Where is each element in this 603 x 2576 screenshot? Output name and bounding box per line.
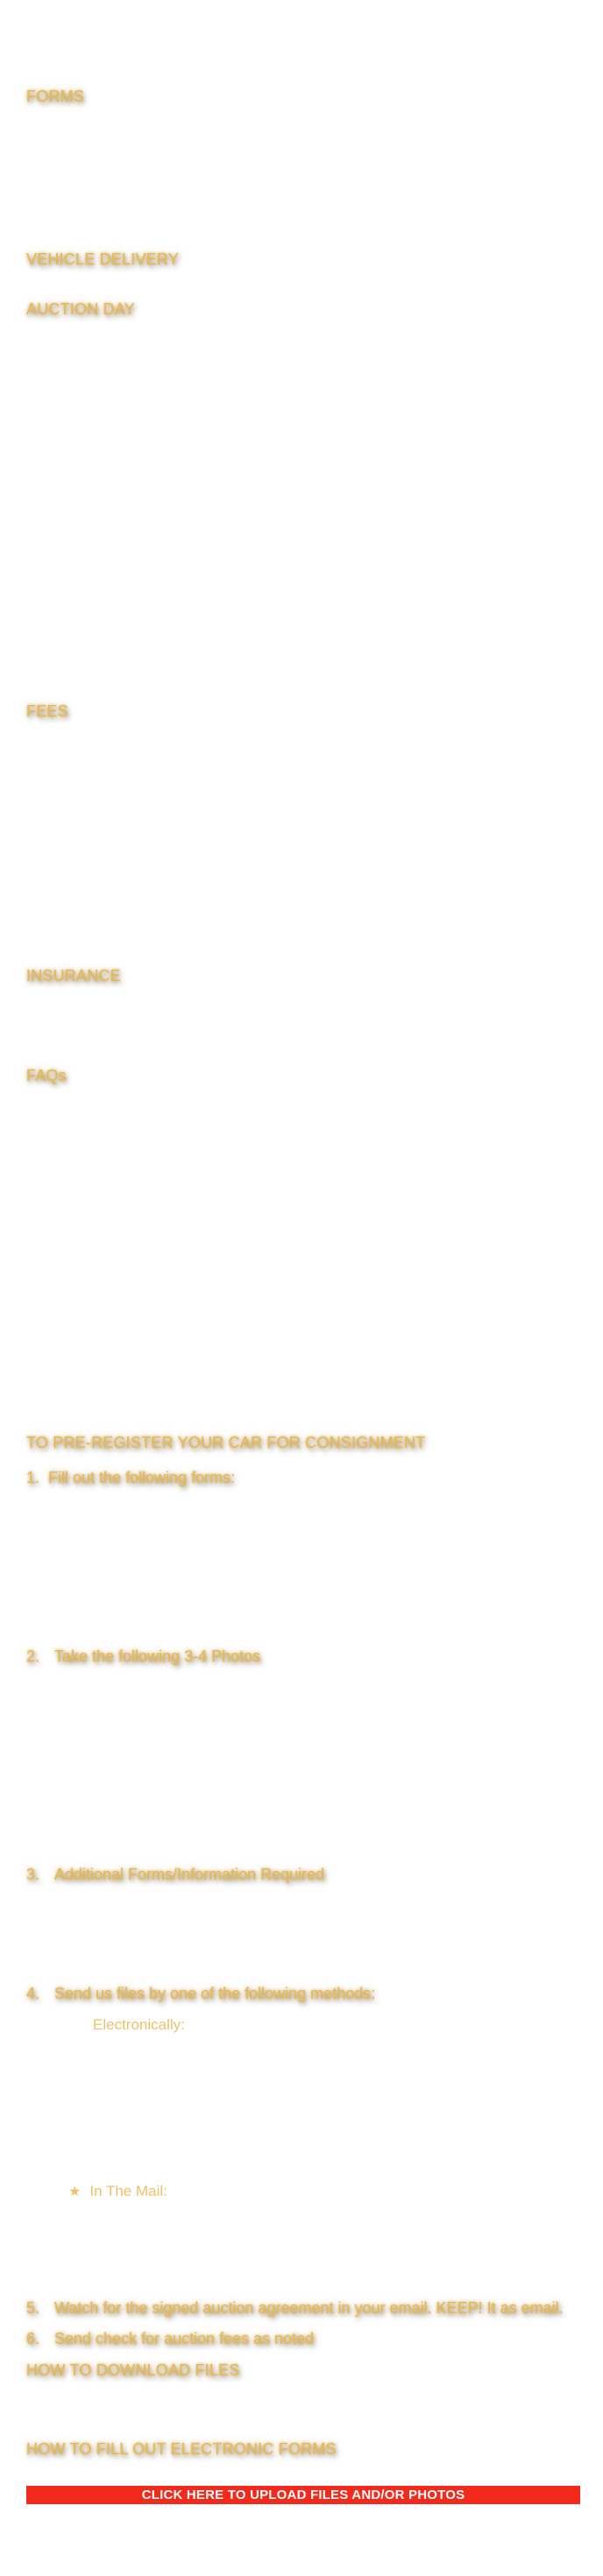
step-3 xyxy=(26,1866,39,1884)
forms-heading[interactable]: FORMS xyxy=(26,88,84,105)
step-6-text: Send check for auction fees as noted xyxy=(54,2330,315,2347)
method-mail-label: In The Mail: xyxy=(89,2183,167,2199)
step-1-number: 1. xyxy=(26,1469,40,1486)
step-2-text: Take the following 3-4 Photos xyxy=(54,1648,261,1665)
step-6 xyxy=(26,2330,39,2348)
step-1-text: Fill out the following forms: xyxy=(48,1469,236,1486)
pre-register-heading: TO PRE-REGISTER YOUR CAR FOR CONSIGNMENT xyxy=(26,1434,426,1451)
step-5 xyxy=(26,2299,39,2318)
faq-heading[interactable]: FAQs xyxy=(26,1067,67,1084)
step-4 xyxy=(26,1985,39,2003)
step-5-number: 5. xyxy=(26,2299,40,2317)
fees-heading[interactable]: FEES xyxy=(26,702,68,720)
step-4-number: 4. xyxy=(26,1985,40,2002)
method-electronically: Electronically: xyxy=(93,2016,185,2033)
step-3-text: Additional Forms/Information Required xyxy=(54,1866,325,1883)
step-2-number: 2. xyxy=(26,1648,40,1665)
insurance-heading[interactable]: INSURANCE xyxy=(26,967,121,985)
vehicle-delivery-heading[interactable]: VEHICLE DELIVERY xyxy=(26,251,179,268)
step-4-text: Send us files by one of the following methods: xyxy=(54,1985,376,2002)
how-download-heading[interactable]: HOW TO DOWNLOAD FILES xyxy=(26,2361,240,2379)
step-6-number: 6. xyxy=(26,2330,40,2347)
step-3-number: 3. xyxy=(26,1866,40,1883)
step-2 xyxy=(26,1648,39,1666)
star-icon: ★ xyxy=(68,2184,82,2199)
how-fill-heading[interactable]: HOW TO FILL OUT ELECTRONIC FORMS xyxy=(26,2440,337,2458)
upload-files-button[interactable]: CLICK HERE TO UPLOAD FILES AND/OR PHOTOS xyxy=(26,2486,580,2504)
method-mail xyxy=(68,2183,167,2200)
step-5-text: Watch for the signed auction agreement in your email. KEEP! It as email. xyxy=(54,2299,564,2317)
auction-day-heading[interactable]: AUCTION DAY xyxy=(26,300,135,318)
step-1 xyxy=(26,1469,235,1487)
